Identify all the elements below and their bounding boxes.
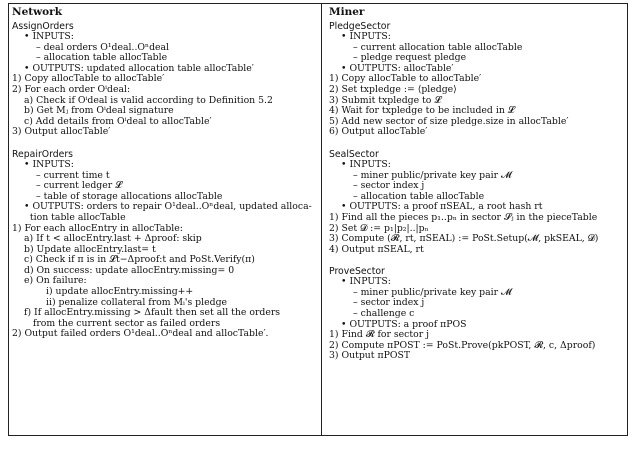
- procedure-name: RepairOrders: [12, 148, 74, 160]
- procedure-line: c) Add details from Oⁱdeal to allocTable′: [24, 115, 212, 127]
- miner-title: Miner: [329, 6, 365, 18]
- repair-orders-procedure: [12, 149, 318, 340]
- procedure-line: – current time t: [36, 169, 110, 181]
- procedure-line: a) Check if Oⁱdeal is valid according to Definition 5.2: [24, 94, 273, 106]
- procedure-line: • INPUTS:: [24, 31, 74, 42]
- procedure-name: AssignOrders: [12, 21, 74, 32]
- procedure-line: 5) Add new sector of size pledge.size in allocTable′: [329, 115, 569, 127]
- procedure-line: – sector index j: [353, 180, 425, 192]
- prove-sector-procedure: [329, 266, 625, 362]
- column-divider: [321, 3, 322, 436]
- pledge-sector-procedure: [329, 21, 625, 138]
- network-column: [12, 6, 318, 351]
- procedure-line: – sector index j: [353, 297, 425, 309]
- procedure-line: – current allocation table allocTable: [353, 41, 523, 53]
- procedure-line: • OUTPUTS: a proof πSEAL, a root hash rt: [341, 201, 543, 213]
- procedure-line: 4) Wait for txpledge to be included in 𝓛: [329, 105, 515, 117]
- procedure-line: – miner public/private key pair 𝓜: [353, 286, 512, 298]
- procedure-line: – deal orders O¹deal..Oⁿdeal: [36, 41, 170, 53]
- procedure-line: • INPUTS:: [341, 276, 391, 288]
- procedure-line: 3) Compute (𝓡, rt, πSEAL) := PoSt.Setup(𝓜, pkSEAL, 𝓓): [329, 233, 599, 245]
- procedure-line: from the current sector as failed orders: [24, 317, 221, 329]
- procedure-line: 2) Output failed orders O¹deal..Oⁿdeal and allocTable′.: [12, 328, 269, 340]
- procedure-line: 3) Output allocTable′: [12, 126, 111, 138]
- procedure-line: 3) Submit txpledge to 𝓛: [329, 94, 442, 106]
- procedure-line: 2) Set 𝓓 := p₁|p₂|..|pₙ: [329, 222, 429, 234]
- procedure-line: • OUTPUTS: orders to repair O¹deal..Oⁿdeal, updated alloca-: [24, 201, 312, 213]
- assign-orders-procedure: [12, 21, 318, 138]
- procedure-line: 1) For each allocEntry in allocTable:: [12, 222, 183, 234]
- procedure-line: 4) Output πSEAL, rt: [329, 243, 424, 255]
- procedure-line: b) Update allocEntry.last= t: [24, 243, 156, 255]
- procedure-line: • OUTPUTS: allocTable′: [341, 62, 454, 74]
- miner-column: [329, 6, 625, 373]
- procedure-line: 1) Copy allocTable to allocTable′: [329, 73, 482, 85]
- procedure-line: 1) Copy allocTable to allocTable′: [12, 73, 165, 85]
- procedure-line: ii) penalize collateral from Mᵢ's pledge: [46, 296, 228, 308]
- procedure-line: 2) For each order Oⁱdeal:: [12, 83, 131, 95]
- procedure-line: 3) Output πPOST: [329, 350, 411, 362]
- procedure-line: d) On success: update allocEntry.missing= 0: [24, 264, 235, 276]
- procedure-line: a) If t < allocEntry.last + Δproof: skip: [24, 233, 202, 245]
- procedure-line: tion table allocTable: [24, 211, 126, 223]
- procedure-line: f) If allocEntry.missing > Δfault then set all the orders: [24, 307, 281, 319]
- procedure-line: – allocation table allocTable: [353, 190, 485, 202]
- procedure-line: b) Get Mⱼ from Oⁱdeal signature: [24, 105, 174, 117]
- procedure-line: • OUTPUTS: a proof πPOS: [341, 318, 467, 330]
- procedure-name: PledgeSector: [329, 21, 391, 32]
- procedure-line: 2) Set txpledge := ⟨pledge⟩: [329, 83, 457, 95]
- procedure-line: – pledge request pledge: [353, 52, 467, 64]
- network-title: Network: [12, 6, 62, 18]
- procedure-line: – miner public/private key pair 𝓜: [353, 169, 512, 181]
- procedure-line: • INPUTS:: [341, 158, 391, 170]
- seal-sector-procedure: [329, 149, 625, 255]
- procedure-line: e) On failure:: [24, 275, 87, 287]
- procedure-line: – current ledger 𝓛: [36, 180, 122, 192]
- procedure-line: 6) Output allocTable′: [329, 126, 428, 138]
- procedure-line: – challenge c: [353, 308, 415, 320]
- procedure-name: ProveSector: [329, 266, 385, 278]
- procedure-line: 2) Compute πPOST := PoSt.Prove(pkPOST, 𝓡, c, Δproof): [329, 339, 596, 351]
- procedure-name: SealSector: [329, 148, 379, 160]
- procedure-line: • INPUTS:: [341, 31, 391, 42]
- procedure-line: 1) Find 𝓡 for sector j: [329, 329, 429, 341]
- procedure-line: i) update allocEntry.missing++: [46, 286, 194, 298]
- procedure-line: • OUTPUTS: updated allocation table allocTable′: [24, 62, 254, 74]
- procedure-line: c) Check if π is in 𝓛t−Δproof:t and PoSt.Verify(π): [24, 254, 255, 266]
- procedure-line: – table of storage allocations allocTable: [36, 190, 223, 202]
- procedure-line: – allocation table allocTable: [36, 52, 168, 64]
- procedure-line: • INPUTS:: [24, 158, 74, 170]
- procedure-line: 1) Find all the pieces p₁..pₙ in sector 𝓢ⱼ in the pieceTable: [329, 211, 598, 223]
